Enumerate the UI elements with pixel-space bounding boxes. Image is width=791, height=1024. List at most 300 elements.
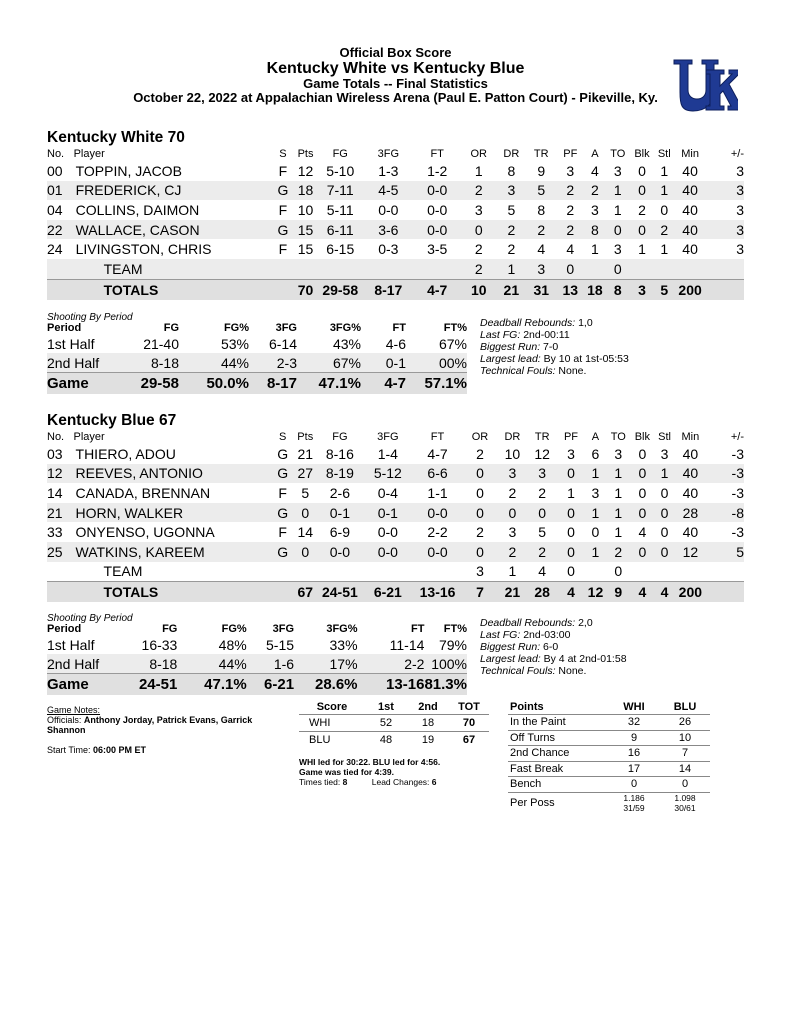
shoot-cell-3fg-pct: 47.1% [297, 373, 361, 395]
score-cell-team: WHI [299, 715, 365, 732]
score-row [299, 732, 489, 749]
cell-pts: 0 [293, 542, 318, 562]
cell-player: WALLACE, CASON [74, 220, 273, 240]
cell-stl [655, 259, 674, 279]
cell-blk: 0 [629, 220, 654, 240]
points-cell-category: Fast Break [508, 761, 608, 777]
cell-min: 28 [674, 503, 707, 523]
shoot-cell-3fg: 1-6 [247, 654, 294, 674]
points-breakdown-table [508, 700, 710, 813]
shoot-cell-period: Game [47, 373, 109, 395]
cell-dr: 10 [504, 445, 521, 462]
cell-min: 40 [682, 241, 698, 258]
cell-stl: 2 [655, 220, 674, 240]
cell-dr: 21 [498, 582, 526, 603]
cell-fg: 0-1 [318, 503, 363, 523]
shoot-period-row [47, 353, 467, 373]
shoot-cell-ft-pct: 100% [424, 654, 467, 674]
cell-a [584, 562, 607, 582]
points-cell-category: 2nd Chance [508, 746, 608, 762]
cell-no: 33 [47, 524, 63, 541]
shoot-header-fg: FG [162, 623, 178, 635]
col-header-s: S [279, 431, 287, 443]
cell-or: 3 [474, 201, 483, 218]
game-notes-label: Game Notes: [47, 705, 101, 715]
shoot-header-ft: FT [392, 322, 406, 334]
points-row [508, 715, 710, 731]
shoot-header-3fg: 3FG [275, 322, 297, 334]
shoot-cell-fg: 16-33 [141, 636, 178, 653]
cell-a: 6 [591, 445, 600, 462]
cell-fg [318, 259, 363, 279]
footer-notes [47, 705, 287, 755]
team-white-title: Kentucky White 70 [47, 129, 185, 146]
cell-stl: 0 [660, 524, 669, 541]
col-header-s: S [279, 148, 287, 160]
player-row [47, 542, 744, 562]
cell-3fg [362, 562, 413, 582]
cell-ft: 0-0 [414, 542, 462, 562]
cell-pts: 5 [301, 484, 310, 501]
cell-pf: 0 [558, 464, 584, 484]
cell-dr: 3 [508, 524, 517, 541]
points-cell-category: Bench [508, 777, 608, 793]
points-header-whi: WHI [623, 701, 645, 713]
cell-s: G [273, 220, 294, 240]
shoot-header-3fg-pct: 3FG% [329, 322, 361, 334]
cell-min: 200 [674, 582, 707, 603]
cell-3fg [363, 259, 415, 279]
lastfg-label: Last FG: [480, 329, 521, 341]
shoot-game-row [47, 674, 467, 696]
shoot-cell-3fg: 2-3 [249, 353, 297, 373]
shoot-header-ft-pct: FT% [443, 623, 467, 635]
cell-a: 3 [591, 201, 599, 218]
cell-fg [318, 562, 363, 582]
cell-fg: 6-15 [326, 241, 355, 258]
cell-s: G [272, 542, 292, 562]
cell-pf: 0 [567, 524, 575, 541]
cell-to: 1 [614, 484, 623, 501]
cell-ft: 3-5 [427, 241, 448, 258]
box-header-row [47, 147, 744, 161]
cell-plusminus: -3 [731, 445, 744, 462]
col-header-3fg: 3FG [377, 431, 399, 443]
cell-ft: 1-2 [427, 162, 448, 179]
score-header-team: Score [316, 701, 348, 713]
cell-dr: 21 [497, 279, 525, 300]
cell-plusminus: 3 [736, 201, 744, 218]
cell-dr: 2 [507, 241, 516, 258]
team-row [47, 259, 744, 279]
col-header-pf: PF [563, 148, 578, 160]
cell-blk: 0 [630, 464, 655, 484]
col-header-fg: FG [332, 431, 348, 443]
cell-pf: 4 [558, 582, 584, 603]
shoot-game-row [47, 373, 467, 395]
cell-3fg: 0-0 [377, 524, 398, 541]
cell-pf: 0 [567, 563, 575, 580]
col-header-pf: PF [563, 431, 579, 443]
shoot-cell-period: 1st Half [47, 335, 95, 352]
player-row [47, 464, 744, 484]
shoot-cell-ft: 4-6 [385, 335, 406, 352]
cell-ft: 6-6 [414, 464, 462, 484]
deadball-value: 2,0 [578, 617, 593, 629]
cell-3fg: 6-21 [362, 582, 413, 603]
cell-no: 01 [47, 181, 74, 201]
shoot-cell-ft-pct: 57.1% [406, 373, 467, 395]
col-header-ft: FT [430, 431, 445, 443]
cell-s: G [272, 464, 292, 484]
cell-pts: 14 [297, 524, 314, 541]
cell-or: 10 [460, 279, 497, 300]
score-cell-total: 67 [449, 732, 489, 749]
cell-player: TEAM [74, 259, 273, 279]
cell-blk: 4 [630, 582, 655, 603]
white-game-notes [480, 317, 629, 377]
cell-blk: 0 [630, 542, 655, 562]
cell-pts: 21 [297, 445, 314, 462]
player-row [47, 444, 744, 464]
col-header-player: Player [73, 148, 105, 160]
cell-pf: 2 [557, 181, 583, 201]
shoot-cell-3fg-pct: 67% [297, 353, 361, 373]
cell-3fg: 1-4 [377, 445, 398, 462]
shoot-cell-ft: 4-7 [361, 373, 406, 395]
cell-min: 40 [682, 201, 698, 218]
shoot-header-3fg-pct: 3FG% [326, 623, 358, 635]
cell-blk [630, 562, 655, 582]
col-header-or: OR [471, 431, 489, 443]
score-cell-first-half: 48 [365, 732, 407, 749]
cell-no [47, 279, 74, 300]
points-cell-whi: 0 [608, 777, 660, 793]
cell-3fg: 8-17 [363, 279, 415, 300]
cell-ft [414, 562, 462, 582]
cell-player: ONYENSO, UGONNA [75, 524, 215, 541]
lead-value: By 4 at 2nd-01:58 [543, 653, 627, 665]
cell-tr: 28 [526, 582, 558, 603]
cell-pf: 0 [557, 259, 583, 279]
shoot-cell-ft-pct: 00% [406, 353, 467, 373]
cell-a: 0 [591, 524, 600, 541]
cell-or: 0 [476, 484, 484, 501]
deadball-label: Deadball Rebounds: [480, 317, 576, 329]
shoot-cell-fg-pct: 50.0% [179, 373, 249, 395]
shoot-cell-fg-pct: 44% [179, 353, 249, 373]
shoot-cell-period: 2nd Half [47, 353, 109, 373]
score-by-half-table [299, 700, 489, 748]
cell-3fg: 0-4 [377, 484, 398, 501]
col-header-to: TO [610, 148, 626, 160]
cell-no [47, 582, 74, 603]
shoot-cell-3fg-pct: 28.6% [294, 674, 357, 696]
cell-blk: 0 [638, 484, 647, 501]
cell-no: 25 [47, 542, 74, 562]
cell-pts: 12 [297, 162, 314, 179]
cell-no: 00 [47, 162, 63, 179]
cell-fg: 6-9 [329, 524, 350, 541]
cell-plusminus: -3 [731, 484, 744, 501]
player-row [47, 200, 744, 220]
cell-pf: 3 [567, 445, 575, 462]
col-header-min: Min [681, 431, 700, 443]
run-value: 6-0 [543, 641, 559, 653]
per-poss-whi [608, 792, 660, 813]
cell-ft: 13-16 [414, 582, 462, 603]
cell-to: 1 [613, 201, 622, 218]
cell-dr: 2 [508, 484, 517, 501]
cell-pf: 1 [567, 484, 575, 501]
col-header-player: Player [73, 431, 105, 443]
cell-player: HORN, WALKER [74, 503, 273, 523]
cell-tr: 3 [526, 464, 558, 484]
cell-plusminus: 3 [736, 162, 744, 179]
run-label: Biggest Run: [480, 641, 541, 653]
per-poss-blu-fraction: 30/61 [674, 802, 696, 813]
cell-pts: 0 [293, 503, 318, 523]
cell-to: 1 [606, 181, 629, 201]
cell-a: 8 [583, 220, 606, 240]
officials-value: Anthony Jorday, Patrick Evans, Garrick Shannon [47, 715, 253, 735]
shoot-cell-3fg-pct: 43% [332, 335, 361, 352]
cell-tr: 31 [525, 279, 557, 300]
col-header-fg: FG [332, 148, 348, 160]
uk-logo-icon [672, 58, 738, 114]
lead-label: Largest lead: [480, 353, 541, 365]
box-header-row [47, 430, 744, 444]
shoot-cell-ft-pct: 79% [438, 636, 467, 653]
cell-to: 1 [614, 524, 623, 541]
points-row [508, 777, 710, 793]
cell-to: 0 [606, 220, 629, 240]
shoot-cell-fg: 8-18 [109, 353, 179, 373]
cell-a: 4 [591, 162, 599, 179]
cell-or: 0 [462, 464, 499, 484]
cell-or: 0 [460, 220, 497, 240]
cell-s: G [277, 445, 289, 462]
cell-ft: 0-0 [414, 220, 460, 240]
matchup-title: Kentucky White vs Kentucky Blue [266, 60, 525, 77]
cell-plusminus: 3 [706, 181, 744, 201]
officials-label: Officials: [47, 715, 82, 725]
cell-3fg: 0-0 [362, 542, 413, 562]
points-row [508, 746, 710, 762]
cell-player: LIVINGSTON, CHRIS [75, 241, 212, 258]
per-poss-whi-value: 1.186 [623, 792, 645, 803]
shoot-period-row [47, 654, 467, 674]
cell-or: 3 [476, 563, 484, 580]
cell-tr: 8 [537, 201, 546, 218]
cell-or: 0 [462, 542, 499, 562]
score-row [299, 715, 489, 732]
cell-pts: 18 [293, 181, 318, 201]
cell-tr: 4 [537, 241, 546, 258]
cell-plusminus: -3 [731, 524, 744, 541]
cell-min: 40 [682, 445, 699, 462]
team-row [47, 562, 744, 582]
cell-tr: 2 [525, 220, 557, 240]
shoot-cell-fg-pct: 53% [220, 335, 249, 352]
cell-s: F [278, 201, 288, 218]
cell-3fg: 0-1 [362, 503, 413, 523]
cell-or: 1 [474, 162, 483, 179]
score-header-first-half: 1st [378, 701, 394, 713]
cell-dr: 1 [508, 563, 517, 580]
lead-text: WHI led for 30:22. BLU led for 4:56. [299, 757, 441, 767]
col-header-no: No. [47, 148, 65, 160]
shoot-cell-fg-pct: 47.1% [177, 674, 246, 696]
cell-min: 200 [674, 279, 707, 300]
cell-3fg: 0-0 [378, 201, 399, 218]
per-poss-label: Per Poss [508, 792, 608, 813]
cell-pts: 10 [297, 201, 314, 218]
totals-row [47, 582, 744, 603]
score-cell-second-half: 18 [407, 715, 449, 732]
cell-dr: 3 [498, 464, 526, 484]
points-cell-whi: 16 [608, 746, 660, 762]
cell-pts: 15 [297, 241, 314, 258]
points-cell-blu: 0 [660, 777, 710, 793]
shoot-header-fg-pct: FG% [221, 623, 247, 635]
shoot-cell-fg: 21-40 [143, 335, 179, 352]
cell-ft: 4-7 [414, 279, 460, 300]
cell-fg: 8-16 [325, 445, 354, 462]
cell-player: TOTALS [74, 279, 273, 300]
cell-dr: 0 [498, 503, 526, 523]
cell-stl: 0 [655, 542, 674, 562]
points-cell-whi: 9 [608, 730, 660, 746]
cell-stl: 3 [660, 445, 669, 462]
cell-blk: 0 [629, 181, 654, 201]
cell-to: 0 [606, 259, 629, 279]
lead-summary [299, 757, 499, 787]
cell-blk: 0 [638, 162, 646, 179]
cell-fg: 8-19 [318, 464, 363, 484]
score-header-total: TOT [458, 701, 480, 713]
cell-min [674, 562, 707, 582]
cell-s: F [278, 241, 288, 258]
cell-tr: 4 [538, 563, 547, 580]
run-label: Biggest Run: [480, 341, 541, 353]
tech-label: Technical Fouls: [480, 365, 556, 377]
player-row [47, 483, 744, 503]
cell-fg: 0-0 [318, 542, 363, 562]
per-poss-blu-value: 1.098 [674, 792, 696, 803]
cell-a [583, 259, 606, 279]
lastfg-label: Last FG: [480, 629, 521, 641]
cell-3fg: 4-5 [363, 181, 415, 201]
points-cell-whi: 17 [608, 761, 660, 777]
score-cell-team: BLU [299, 732, 365, 749]
per-poss-row [508, 792, 710, 813]
points-row [508, 730, 710, 746]
cell-to: 8 [606, 279, 629, 300]
cell-pts [293, 259, 318, 279]
cell-dr: 2 [497, 220, 525, 240]
lead-value: By 10 at 1st-05:53 [543, 353, 629, 365]
cell-tr: 5 [525, 181, 557, 201]
cell-or: 2 [474, 241, 483, 258]
cell-ft: 0-0 [414, 181, 460, 201]
player-row [47, 220, 744, 240]
col-header-or: OR [470, 148, 487, 160]
cell-dr: 8 [507, 162, 516, 179]
points-cell-category: In the Paint [508, 715, 608, 731]
venue-line: October 22, 2022 at Appalachian Wireless Arena (Paul E. Patton Court) - Pikeville, Ky. [133, 90, 658, 105]
cell-dr: 1 [497, 259, 525, 279]
cell-min: 40 [674, 220, 707, 240]
cell-pf: 0 [558, 503, 584, 523]
shoot-cell-fg-pct: 44% [177, 654, 246, 674]
cell-blk: 0 [638, 445, 647, 462]
cell-stl: 5 [655, 279, 674, 300]
cell-s: G [272, 503, 292, 523]
cell-or: 7 [462, 582, 499, 603]
cell-player: TOPPIN, JACOB [75, 162, 182, 179]
cell-tr: 0 [526, 503, 558, 523]
shoot-cell-period: 2nd Half [47, 654, 109, 674]
cell-fg: 29-58 [318, 279, 363, 300]
cell-no: 04 [47, 201, 63, 218]
score-header-second-half: 2nd [418, 701, 438, 713]
cell-blk: 4 [638, 524, 647, 541]
cell-or: 2 [460, 181, 497, 201]
lead-changes-label: Lead Changes: [371, 777, 430, 787]
cell-pts: 27 [293, 464, 318, 484]
points-cell-category: Off Turns [508, 730, 608, 746]
per-poss-blu [660, 792, 710, 813]
cell-3fg: 5-12 [362, 464, 413, 484]
cell-tr: 2 [538, 484, 547, 501]
tech-value: None. [558, 365, 587, 377]
col-header-no: No. [47, 431, 65, 443]
cell-a: 1 [584, 542, 607, 562]
cell-min [674, 259, 707, 279]
player-row [47, 503, 744, 523]
cell-a: 2 [583, 181, 606, 201]
cell-s [272, 582, 292, 603]
points-row [508, 761, 710, 777]
cell-plusminus: -3 [707, 464, 744, 484]
player-row [47, 522, 744, 542]
report-title: Official Box Score [339, 45, 452, 60]
cell-no [47, 259, 74, 279]
points-header-category: Points [510, 701, 544, 713]
col-header-tr: TR [534, 431, 550, 443]
shoot-period-row [47, 334, 467, 353]
shoot-cell-ft-pct: 67% [438, 335, 467, 352]
cell-pf: 2 [566, 201, 575, 218]
shoot-cell-ft: 0-1 [361, 353, 406, 373]
cell-pf: 3 [566, 162, 575, 179]
cell-plusminus [706, 279, 744, 300]
cell-s: G [273, 181, 294, 201]
player-row [47, 181, 744, 201]
blue-game-notes [480, 617, 627, 677]
cell-a: 3 [591, 484, 600, 501]
cell-min: 40 [682, 524, 699, 541]
col-header-plusminus: +/- [730, 431, 744, 443]
cell-ft: 4-7 [427, 445, 448, 462]
shoot-cell-fg: 29-58 [109, 373, 179, 395]
cell-player: TOTALS [74, 582, 273, 603]
cell-plusminus: 3 [706, 220, 744, 240]
cell-min: 40 [682, 484, 699, 501]
cell-to: 1 [607, 503, 630, 523]
points-header-blu: BLU [673, 701, 697, 713]
